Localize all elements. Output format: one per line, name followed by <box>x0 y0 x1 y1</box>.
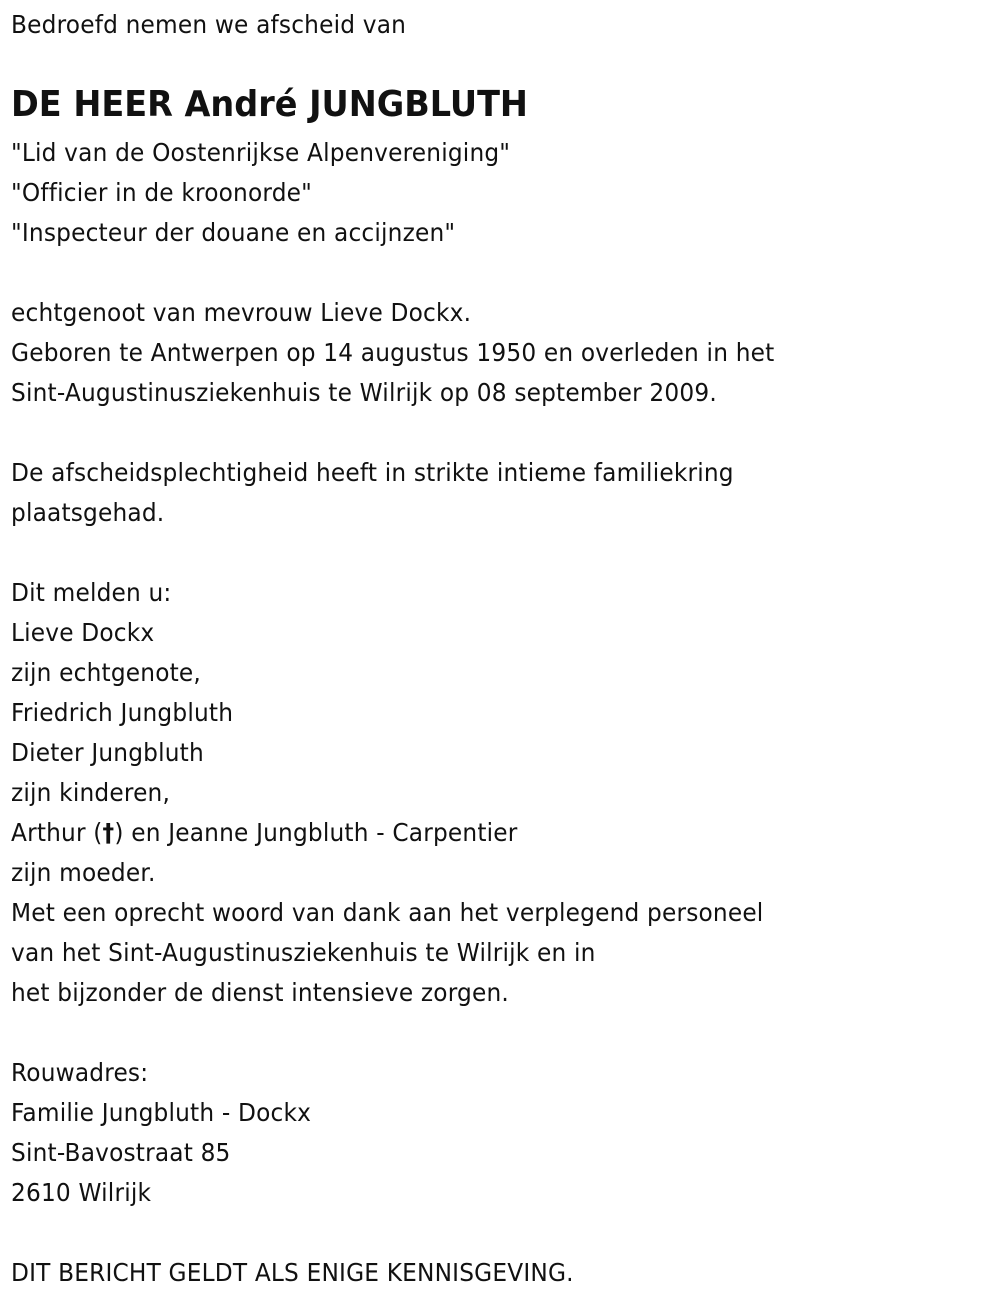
ceremony-line: De afscheidsplechtigheid heeft in strikte intieme familiekring <box>11 458 734 487</box>
spouse-line: echtgenoot van mevrouw Lieve Dockx. <box>11 298 472 327</box>
announcer-line: zijn kinderen, <box>11 778 171 807</box>
ceremony-line: plaatsgehad. <box>11 498 165 527</box>
thanks-line: Met een oprecht woord van dank aan het verplegend personeel <box>11 898 764 927</box>
honorific-title: "Inspecteur der douane en accijnzen" <box>11 218 456 247</box>
honorific-title: "Officier in de kroonorde" <box>11 178 313 207</box>
thanks-line: het bijzonder de dienst intensieve zorgen. <box>11 978 510 1007</box>
address-line: Familie Jungbluth - Dockx <box>11 1098 312 1127</box>
honorific-title: "Lid van de Oostenrijkse Alpenvereniging" <box>11 138 511 167</box>
birth-death-line: Geboren te Antwerpen op 14 augustus 1950 en overleden in het <box>11 338 775 367</box>
announcers-heading: Dit melden u: <box>11 578 172 607</box>
deceased-name: DE HEER André JUNGBLUTH <box>11 84 528 125</box>
mother-line: zijn moeder. <box>11 858 156 887</box>
announcer-line: Dieter Jungbluth <box>11 738 204 767</box>
announcer-line: Lieve Dockx <box>11 618 155 647</box>
parents-line <box>11 813 518 853</box>
parents-text-start: Arthur ( <box>11 818 103 847</box>
birth-death-line: Sint-Augustinusziekenhuis te Wilrijk op 08 september 2009. <box>11 378 717 407</box>
cross-icon: † <box>102 818 115 847</box>
parents-text-end: ) en Jeanne Jungbluth - Carpentier <box>114 818 518 847</box>
announcer-line: zijn echtgenote, <box>11 658 202 687</box>
address-heading: Rouwadres: <box>11 1058 149 1087</box>
address-line: 2610 Wilrijk <box>11 1178 152 1207</box>
announcer-line: Friedrich Jungbluth <box>11 698 234 727</box>
thanks-line: van het Sint-Augustinusziekenhuis te Wilrijk en in <box>11 938 596 967</box>
closing-statement: DIT BERICHT GELDT ALS ENIGE KENNISGEVING. <box>11 1258 574 1287</box>
address-line: Sint-Bavostraat 85 <box>11 1138 231 1167</box>
intro-text: Bedroefd nemen we afscheid van <box>11 10 407 39</box>
